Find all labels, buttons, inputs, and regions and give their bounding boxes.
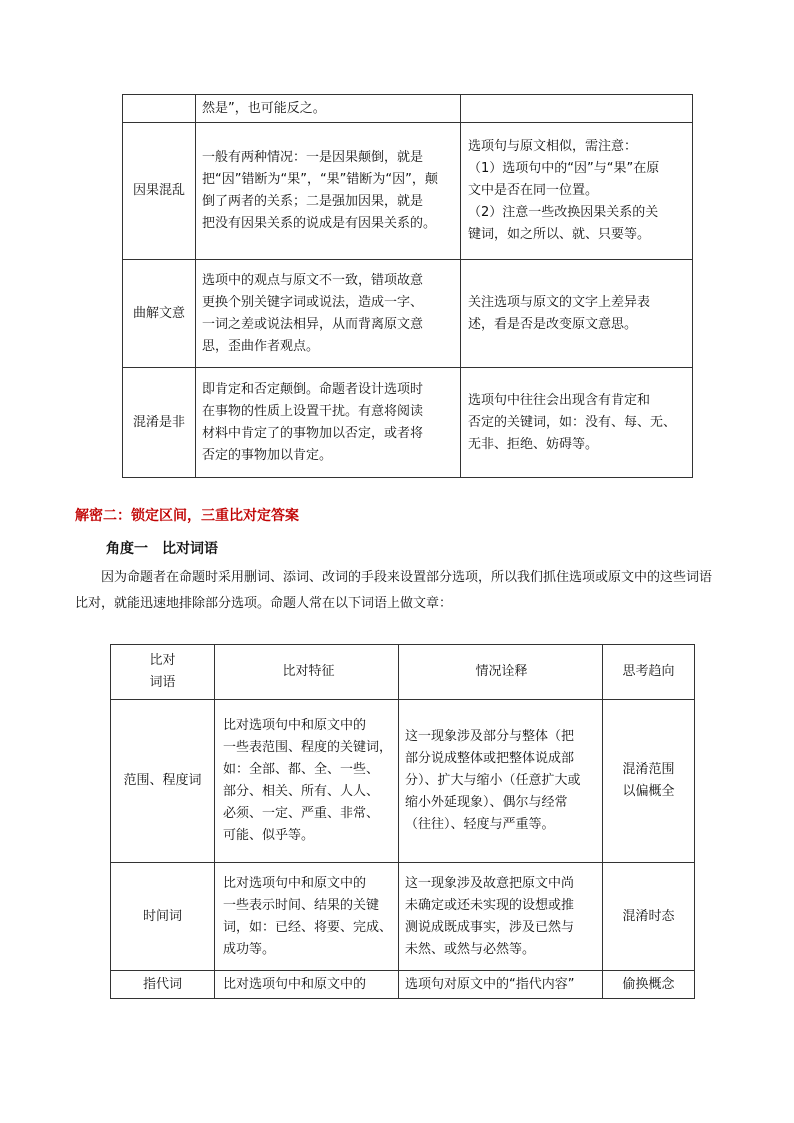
feature-cell: 比对选项句中和原文中的 [215,971,399,999]
subsection-heading: 角度一 比对词语 [106,541,218,557]
table-row [123,260,693,368]
description-cell: 然是”，也可能反之。 [196,95,461,123]
tip-cell [461,95,693,123]
table-header-row [111,645,695,700]
type-cell: 混淆是非 [123,368,196,478]
trend-cell: 混淆时态 [603,863,695,971]
word-comparison-table [110,644,695,999]
error-types-table [122,94,693,478]
tip-cell: 关注选项与原文的文字上差异表 述，看是否是改变原文意思。 [461,260,693,368]
trend-cell: 混淆范围 以偏概全 [603,700,695,863]
intro-paragraph: 因为命题者在命题时采用删词、添词、改词的手段来设置部分选项，所以我们抓住选项或原文中的这些词语比对，就能迅速地排除部分选项。命题人常在以下词语上做文章： [75,570,713,611]
feature-cell: 比对选项句中和原文中的 一些表范围、程度的关键词， 如：全部、都、全、一些、 部分、相关、所有、人人、 必须、一定、严重、非常、 可能、似乎等。 [215,700,399,863]
explain-cell: 这一现象涉及部分与整体（把 部分说成整体或把整体说成部 分）、扩大与缩小（任意扩大或 缩小外延现象）、偶尔与经常 （往往）、轻度与严重等。 [399,700,603,863]
type-cell [123,95,196,123]
trend-cell: 偷换概念 [603,971,695,999]
feature-cell: 比对选项句中和原文中的 一些表示时间、结果的关键 词，如：已经、将要、完成、 成功等。 [215,863,399,971]
table-row [123,368,693,478]
table-row [123,95,693,123]
type-cell: 因果混乱 [123,123,196,260]
description-cell: 即肯定和否定颠倒。命题者设计选项时 在事物的性质上设置干扰。有意将阅读 材料中肯定了的事物加以否定，或者将 否定的事物加以肯定。 [196,368,461,478]
column-header: 思考趋向 [603,645,695,700]
explain-cell: 选项句对原文中的“指代内容” [399,971,603,999]
word-cell: 范围、程度词 [111,700,215,863]
explain-cell: 这一现象涉及故意把原文中尚 未确定或还未实现的设想或推 测说成既成事实，涉及已然与 未然、或然与必然等。 [399,863,603,971]
description-cell: 一般有两种情况：一是因果颠倒，就是 把“因”错断为“果”，“果”错断为“因”，颠 倒了两者的关系；二是强加因果，就是 把没有因果关系的说成是有因果关系的。 [196,123,461,260]
tip-cell: 选项句中往往会出现含有肯定和 否定的关键词，如：没有、每、无、 无非、拒绝、妨碍等。 [461,368,693,478]
table-row [111,863,695,971]
table-row [111,971,695,999]
column-header: 情况诠释 [399,645,603,700]
table-row [111,700,695,863]
column-header: 比对 词语 [111,645,215,700]
word-cell: 时间词 [111,863,215,971]
type-cell: 曲解文意 [123,260,196,368]
column-header: 比对特征 [215,645,399,700]
description-cell: 选项中的观点与原文不一致，错项故意 更换个别关键字词或说法，造成一字、 一词之差或说法相异，从而背离原文意 思，歪曲作者观点。 [196,260,461,368]
tip-cell: 选项句与原文相似，需注意： （1）选项句中的“因”与“果”在原 文中是否在同一位置。 （2）注意一些改换因果关系的关 键词，如之所以、就、只要等。 [461,123,693,260]
section-heading: 解密二：锁定区间，三重比对定答案 [75,508,299,524]
table-row [123,123,693,260]
word-cell: 指代词 [111,971,215,999]
